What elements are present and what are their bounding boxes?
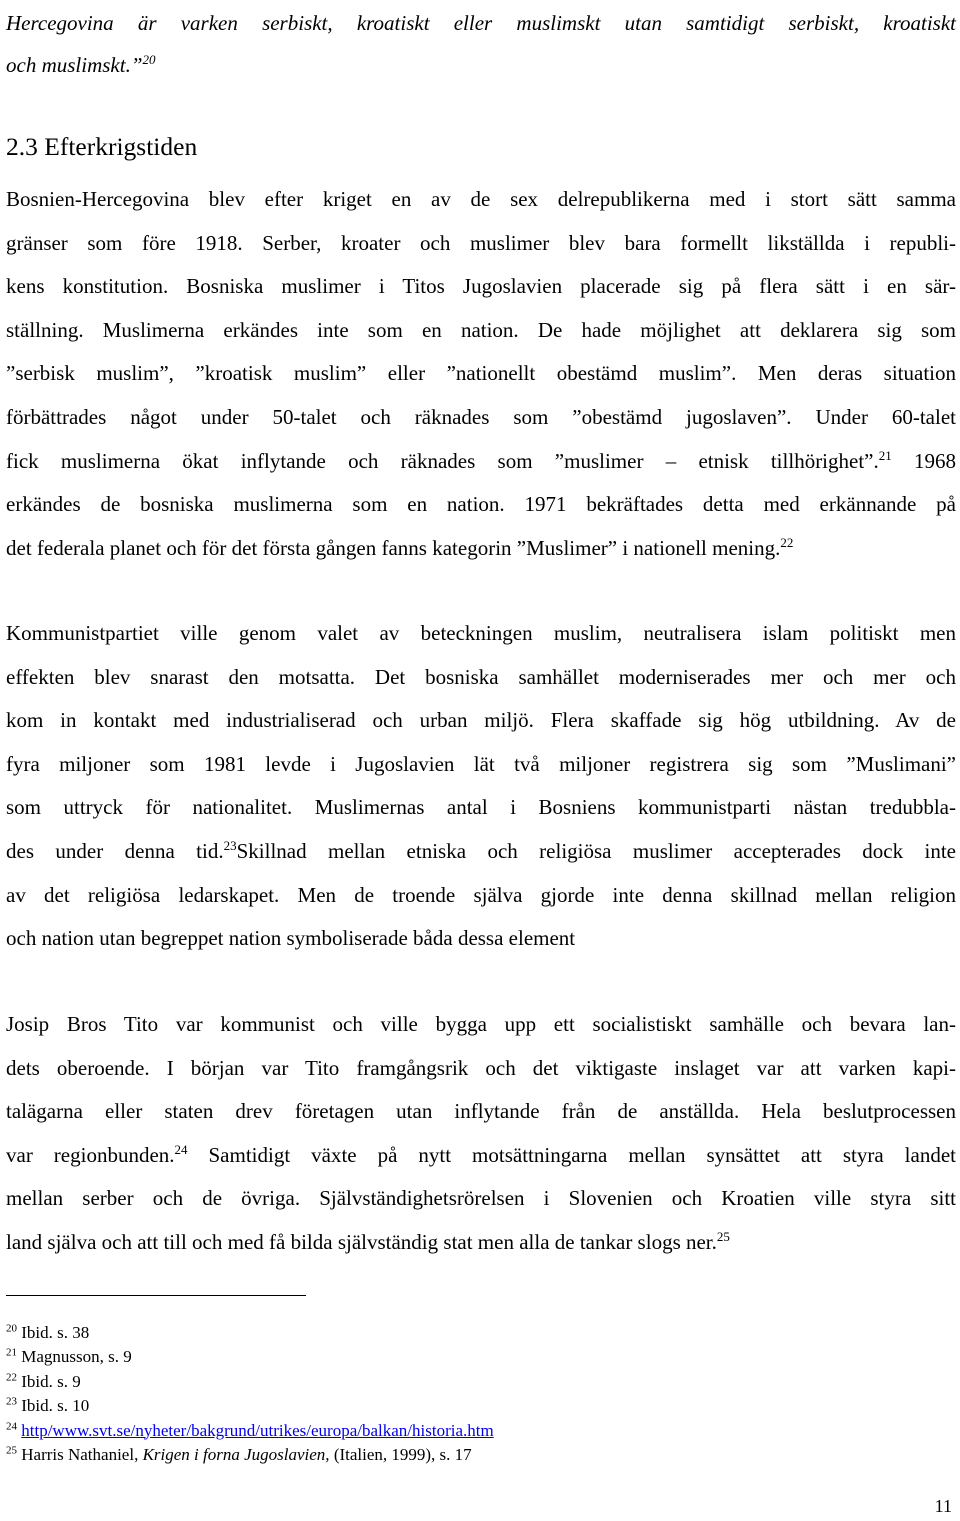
footnote-25 [6, 1443, 494, 1467]
footnote-text: Ibid. s. 9 [21, 1371, 81, 1391]
footnote-number: 22 [6, 1371, 17, 1384]
footnote-21 [6, 1345, 494, 1369]
paragraph-line: förbättrades något under 50-talet och räknades som ”obestämd jugoslaven”. Under 60-talet [6, 404, 956, 429]
paragraph-line: gränser som före 1918. Serber, kroater och muslimer blev bara formellt likställda i republi- [6, 230, 956, 255]
paragraph-line: talägarna eller staten drev företagen utan inflytande från de anställda. Hela beslutprocessen [6, 1099, 956, 1124]
paragraph-line: ”serbisk muslim”, ”kroatisk muslim” eller ”nationellt obestämd muslim”. Men deras situation [6, 361, 956, 386]
footnote-text: Harris Nathaniel, [21, 1445, 143, 1465]
paragraph-1 [6, 178, 956, 570]
paragraph-line: av det religiösa ledarskapet. Men de troende själva gjorde inte denna skillnad mellan religion [6, 882, 956, 907]
line-text: var regionbunden. [6, 1142, 175, 1167]
line-text: des under denna tid. [6, 838, 224, 863]
footnote-ref-24[interactable]: 24 [174, 1141, 188, 1157]
line-text: Skillnad mellan etniska och religiösa muslimer accepterades dock inte [236, 838, 956, 863]
footnote-22 [6, 1370, 494, 1394]
footnote-24 [6, 1419, 494, 1443]
line-text: fick muslimerna ökat inflytande och räknades som ”muslimer – etnisk tillhörighet”. [6, 448, 879, 473]
quote-line [6, 44, 956, 86]
footnote-text: Magnusson, s. 9 [21, 1347, 132, 1367]
quote-text: och muslimskt.” [6, 53, 143, 77]
line-text: land själva och att till och med få bilda självständig stat men alla de tankar slogs ner. [6, 1229, 717, 1254]
paragraph-line: fyra miljoner som 1981 levde i Jugoslavien lät två miljoner registrera sig som ”Muslimani” [6, 751, 956, 776]
paragraph-line: kom in kontakt med industrialiserad och urban miljö. Flera skaffade sig hög utbildning. Av de [6, 708, 956, 733]
footnote-book-title: Krigen i forna Jugoslavien, [142, 1445, 330, 1465]
quote-line: Hercegovina är varken serbiskt, kroatiskt eller muslimskt utan samtidigt serbiskt, kroatiskt [6, 11, 956, 35]
line-text: 1968 [891, 448, 956, 473]
paragraph-line: och nation utan begreppet nation symboliserade båda dessa element [6, 926, 576, 951]
paragraph-3 [6, 1003, 956, 1265]
paragraph-line: dets oberoende. I början var Tito framgångsrik och det viktigaste inslaget var att varken kapi- [6, 1055, 956, 1080]
footnote-number: 25 [6, 1444, 17, 1457]
section-heading: 2.3 Efterkrigstiden [6, 132, 198, 161]
page-number: 11 [934, 1496, 952, 1516]
paragraph-line [6, 1221, 956, 1265]
footnote-number: 20 [6, 1322, 17, 1335]
paragraph-2 [6, 612, 956, 961]
paragraph-line: Kommunistpartiet ville genom valet av beteckningen muslim, neutralisera islam politiskt men [6, 621, 956, 645]
footnote-text: (Italien, 1999), s. 17 [329, 1445, 472, 1465]
paragraph-line: kens konstitution. Bosniska muslimer i Titos Jugoslavien placerade sig på flera sätt i en sär- [6, 274, 956, 299]
footnote-23 [6, 1394, 494, 1418]
footnote-link[interactable]: http/www.svt.se/nyheter/bakgrund/utrikes/europa/balkan/historia.htm [21, 1420, 494, 1440]
footnote-ref-20[interactable]: 20 [142, 52, 156, 67]
paragraph-line: ställning. Muslimerna erkändes inte som en nation. De hade möjlighet att deklarera sig som [6, 317, 956, 342]
footnote-ref-23[interactable]: 23 [223, 837, 237, 853]
paragraph-line: erkändes de bosniska muslimerna som en nation. 1971 bekräftades detta med erkännande på [6, 492, 956, 517]
paragraph-line [6, 527, 956, 571]
footnote-number: 23 [6, 1395, 17, 1408]
footnote-ref-21[interactable]: 21 [878, 447, 892, 463]
footnotes [6, 1321, 494, 1467]
paragraph-line: som uttryck för nationalitet. Muslimernas antal i Bosniens kommunistparti nästan tredubbla- [6, 795, 956, 820]
footnote-text: Ibid. s. 10 [21, 1396, 90, 1416]
footnote-text: Ibid. s. 38 [21, 1323, 90, 1342]
footnote-number: 21 [6, 1346, 17, 1359]
paragraph-line: Bosnien-Hercegovina blev efter kriget en av de sex delrepublikerna med i stort sätt samma [6, 187, 956, 211]
paragraph-line: effekten blev snarast den motsatta. Det bosniska samhället moderniserades mer och mer och [6, 664, 956, 689]
intro-quote [6, 2, 956, 86]
footnote-number: 24 [6, 1419, 17, 1432]
paragraph-line [6, 1134, 956, 1178]
footnote-ref-25[interactable]: 25 [716, 1228, 730, 1244]
footnote-ref-22[interactable]: 22 [780, 534, 794, 550]
paragraph-line: Josip Bros Tito var kommunist och ville bygga upp ett socialistiskt samhälle och bevara lan- [6, 1012, 956, 1036]
line-text: det federala planet och för det första gången fanns kategorin ”Muslimer” i nationell mening. [6, 535, 781, 560]
paragraph-line [6, 830, 956, 874]
paragraph-line [6, 440, 956, 484]
line-text: Samtidigt växte på nytt motsättningarna mellan synsättet att styra landet [187, 1142, 956, 1167]
footnote-20 [6, 1321, 494, 1345]
footnote-separator [6, 1295, 306, 1296]
paragraph-line: mellan serber och de övriga. Självständighetsrörelsen i Slovenien och Kroatien ville styra sitt [6, 1186, 956, 1211]
